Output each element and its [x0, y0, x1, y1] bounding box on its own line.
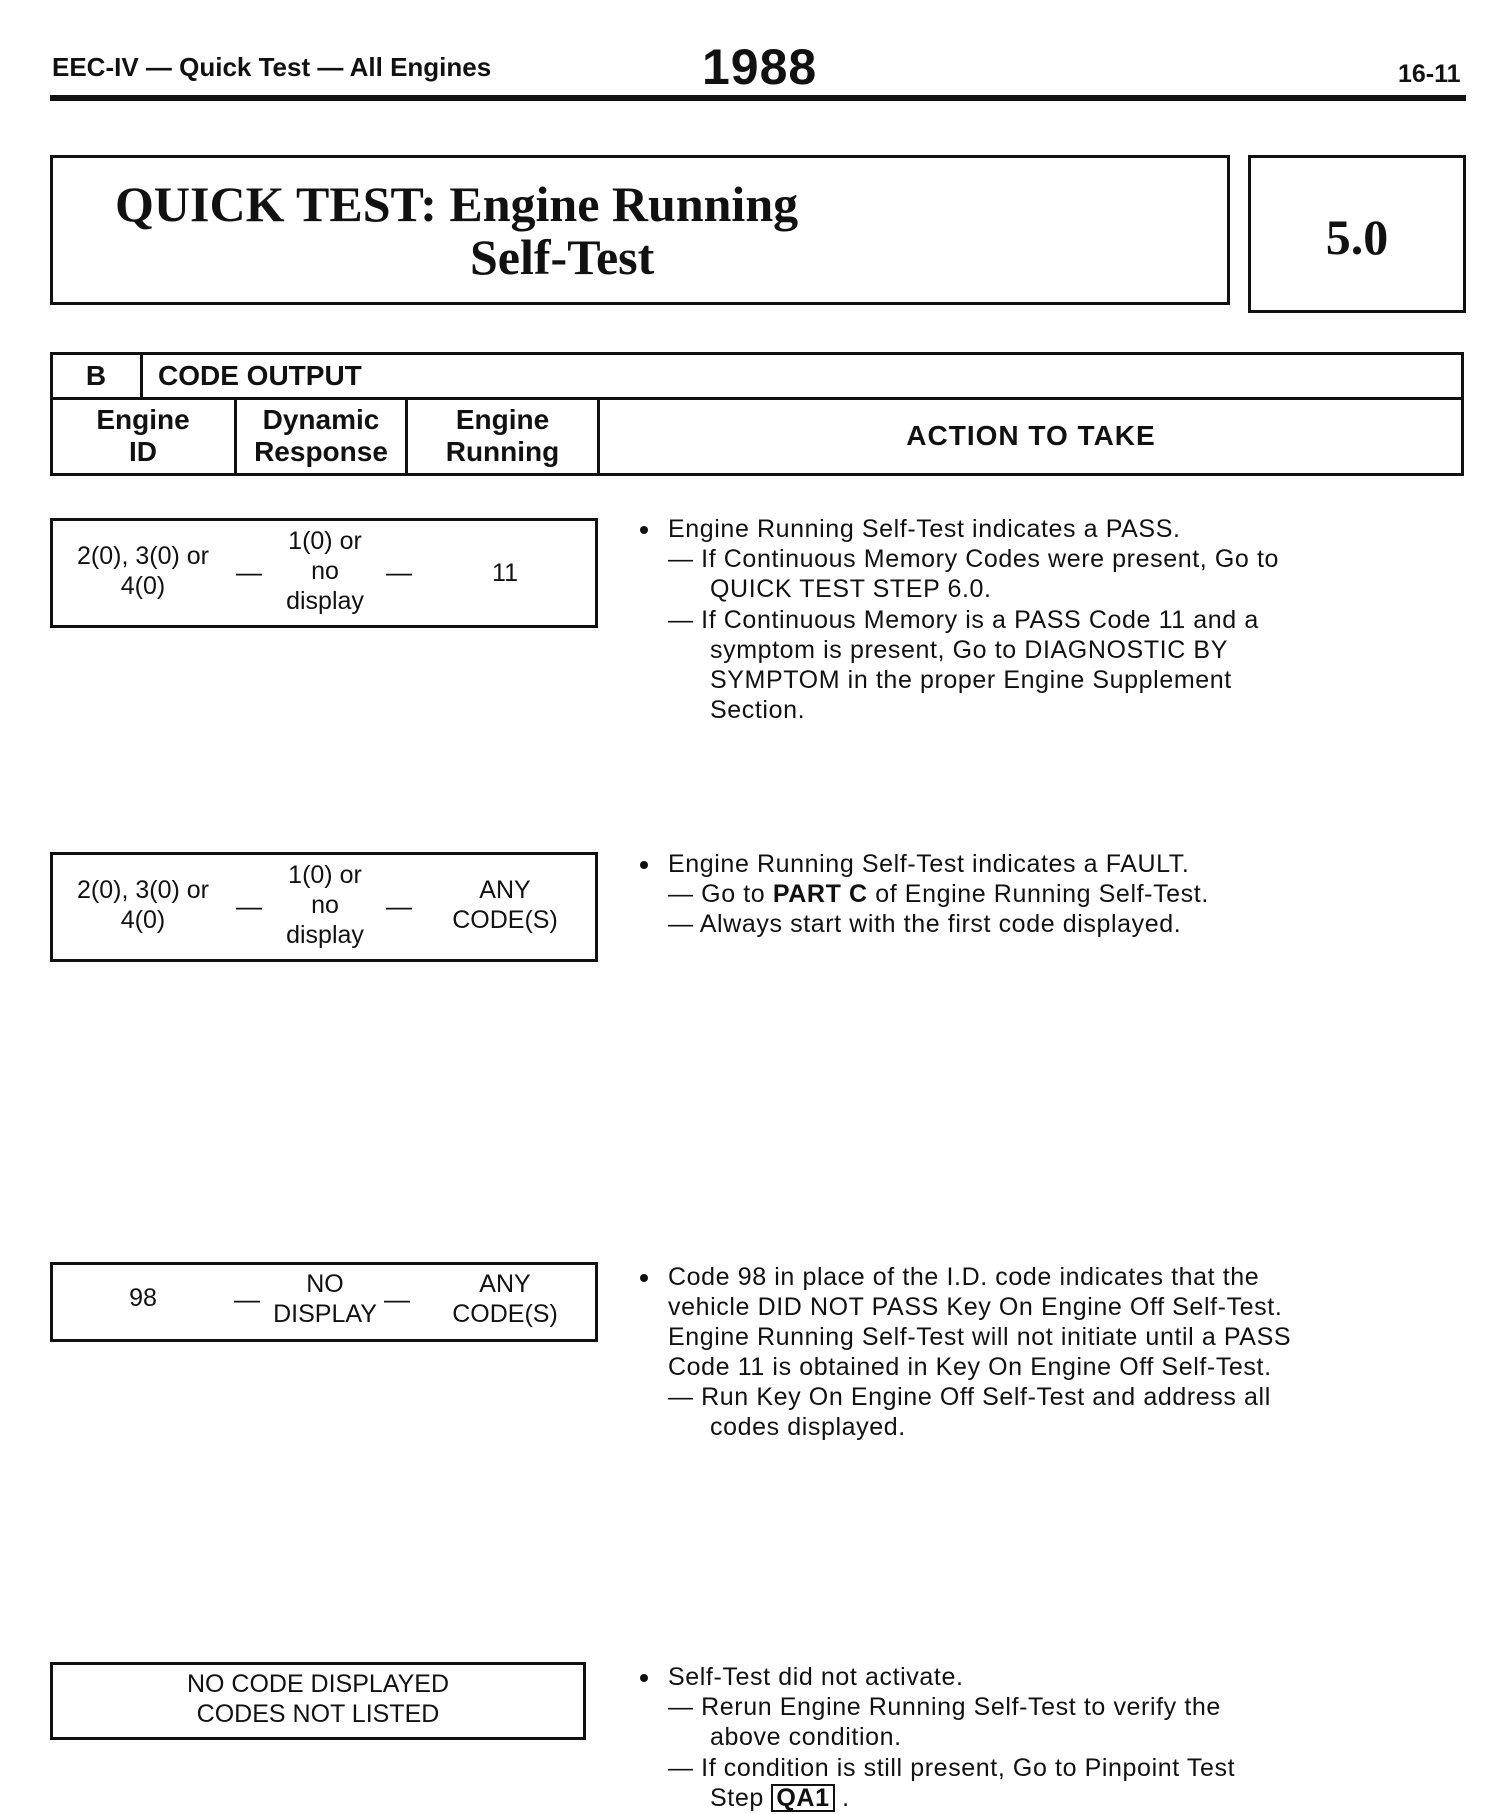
- page-title-line2: Self-Test: [470, 229, 655, 285]
- page-header-year: 1988: [702, 39, 818, 95]
- separator-dash: —: [236, 891, 262, 921]
- engine-id-row-1: 2(0), 3(0) or 4(0): [77, 542, 209, 600]
- engine-running-row-2: ANY CODE(S): [452, 876, 558, 934]
- separator-dash: —: [236, 557, 262, 587]
- header-rule: [50, 95, 1466, 101]
- page-number: 16-11: [1398, 60, 1461, 88]
- table-divider: [140, 352, 143, 399]
- pinpoint-step-code: QA1: [771, 1784, 834, 1812]
- bullet-icon: [640, 526, 648, 534]
- action-row-1: Engine Running Self-Test indicates a PASS. — If Continuous Memory Codes were present, Go to QUICK TEST STEP 6.0. — If Continuous Memory is a PASS Code 11 and a symptom is present, Go to DIAGNOSTIC BY SYMPTOM in the proper Engine Supplement Section.: [630, 514, 1470, 734]
- bullet-icon: [640, 1674, 648, 1682]
- no-code-label: NO CODE DISPLAYED CODES NOT LISTED: [186, 1670, 450, 1728]
- section-title: CODE OUTPUT: [158, 360, 362, 391]
- separator-dash: —: [234, 1284, 260, 1314]
- separator-dash: —: [386, 891, 412, 921]
- column-header-engine-running: Engine Running: [445, 404, 560, 467]
- page-header-title: EEC-IV — Quick Test — All Engines: [52, 52, 492, 82]
- page-title-line1: QUICK TEST: Engine Running: [115, 176, 799, 232]
- action-row-2: Engine Running Self-Test indicates a FAULT. — Go to PART C of Engine Running Self-Test. — Always start with the first code displayed.: [630, 849, 1470, 949]
- bullet-icon: [640, 1274, 648, 1282]
- dynamic-response-row-3: NO DISPLAY: [273, 1270, 377, 1328]
- dynamic-response-row-1: 1(0) or no display: [286, 527, 364, 615]
- separator-dash: —: [386, 557, 412, 587]
- column-header-engine-id: Engine ID: [96, 404, 190, 467]
- separator-dash: —: [384, 1284, 410, 1314]
- engine-id-row-3: 98: [129, 1284, 157, 1312]
- action-row-3: Code 98 in place of the I.D. code indicates that the vehicle DID NOT PASS Key On Engine Off Self-Test. Engine Running Self-Test will not initiate until a PASS Code 11 is obtained in Key On Engine Off Self-Test. — Run Key On Engine Off Self-Test and address all codes displayed.: [630, 1262, 1470, 1452]
- section-letter: B: [85, 360, 107, 391]
- dynamic-response-row-2: 1(0) or no display: [286, 861, 364, 949]
- engine-running-row-1: 11: [492, 559, 518, 587]
- engine-id-row-2: 2(0), 3(0) or 4(0): [77, 876, 209, 934]
- column-header-action: ACTION TO TAKE: [906, 420, 1156, 451]
- engine-running-row-3: ANY CODE(S): [452, 1270, 558, 1328]
- step-number: 5.0: [1325, 209, 1389, 265]
- bullet-icon: [640, 861, 648, 869]
- action-row-4: Self-Test did not activate. — Rerun Engine Running Self-Test to verify the above condition. — If condition is still present, Go to Pinpoint Test Step QA1 .: [630, 1662, 1470, 1812]
- column-header-dynamic-response: Dynamic Response: [254, 404, 388, 467]
